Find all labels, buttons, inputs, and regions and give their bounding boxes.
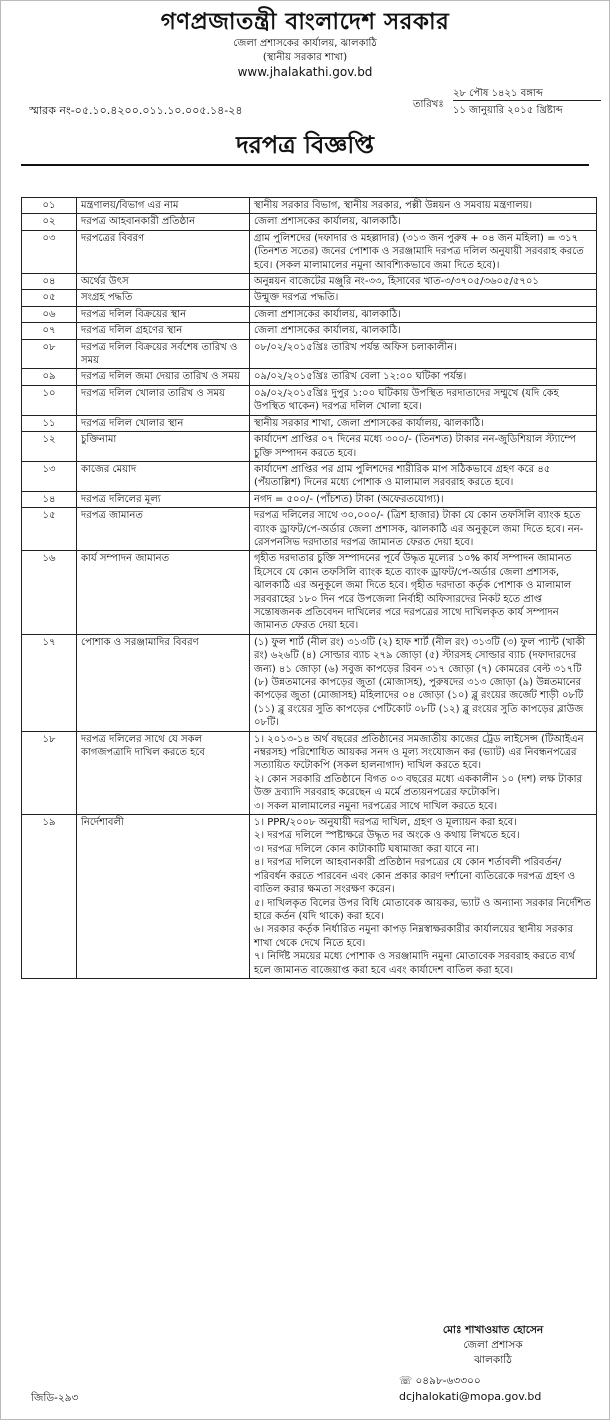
- table-row: [22, 323, 597, 339]
- table-row: [22, 214, 597, 230]
- row-label: দরপত্র দলিল খোলার স্থান: [77, 415, 250, 431]
- date-label: তারিখঃ: [413, 99, 444, 110]
- row-label: সংগ্রহ পদ্ধতি: [77, 290, 250, 306]
- row-label: নির্দেশাবলী: [77, 815, 250, 979]
- row-value: [250, 198, 597, 214]
- row-number: ১১: [22, 415, 77, 431]
- row-value: [250, 432, 597, 462]
- row-value-line: উন্মুক্ত দরপত্র পদ্ধতি।: [254, 292, 339, 304]
- signature-block: [393, 1323, 593, 1368]
- row-label: দরপত্র দলিল বিক্রয়ের সর্বশেষ তারিখ ও সময়: [77, 339, 250, 369]
- row-label: পোশাক ও সরঞ্জামাদির বিবরণ: [77, 634, 250, 731]
- table-row: [22, 385, 597, 415]
- row-number: ০৫: [22, 290, 77, 306]
- table-row: [22, 230, 597, 273]
- row-number: ০১: [22, 198, 77, 214]
- table-row: [22, 290, 597, 306]
- row-value-line: জেলা প্রশাসকের কার্যালয়, ঝালকাঠি।: [254, 308, 401, 320]
- row-number: ১৭: [22, 634, 77, 731]
- row-label: মন্ত্রণালয়/বিভাগ এর নাম: [77, 198, 250, 214]
- row-value: [250, 815, 597, 979]
- row-number: ১২: [22, 432, 77, 462]
- branch-name: (স্থানীয় সরকার শাখা): [262, 52, 348, 63]
- table-row: [22, 274, 597, 290]
- date-bangla: ২৮ পৌষ ১৪২১ বঙ্গাব্দ: [453, 88, 543, 99]
- government-title: গণপ্রজাতন্ত্রী বাংলাদেশ সরকার: [160, 9, 450, 35]
- row-label: দরপত্রের বিবরণ: [77, 230, 250, 273]
- row-value-line: ০৯/০২/২০১৫খ্রিঃ দুপুর ১:০০ ঘটিকায় উপস্থিত দরদাতাদের সম্মুখে (যদি কেহ উপস্থিত থাকেন) দরপত্র দলিল খোলা হবে।: [254, 387, 559, 413]
- row-number: ০৩: [22, 230, 77, 273]
- row-label: কাজের মেয়াদ: [77, 461, 250, 491]
- row-label: দরপত্র দলিল বিক্রয়ের স্থান: [77, 306, 250, 322]
- table-row: [22, 461, 597, 491]
- row-label: দরপত্র দলিলের সাথে যে সকল কাগজপত্রাদি দাখিল করতে হবে: [77, 731, 250, 814]
- row-value: [250, 634, 597, 731]
- row-value: [250, 369, 597, 385]
- row-label: অর্থের উৎস: [77, 274, 250, 290]
- row-number: ০৯: [22, 369, 77, 385]
- row-value-line: গৃহীত দরদাতার চুক্তি সম্পাদনের পূর্বে উদ্ধৃত মূল্যের ১০% কার্য সম্পাদন জামানত হিসেবে যে কোন তফসিলি ব্যাংক হতে ব্যাংক ড্রাফট/পে-অর্ডার জেলা প্রশাসক, ঝালকাঠি এর অনুকূলে জমা দিতে হবে। গৃহীত দরদাতা কর্তৃক পোশাক ও মালামাল সরবরাহের ১৮০ দিন পরে উপজেলা নির্বাহী অফিসারদের নিকট হতে প্রাপ্ত সন্তোষজনক প্রতিবেদন দাখিলের পরে দরপত্রের সাথে দাখিলকৃত কার্য সম্পাদন জামানত ফেরত দেয়া হবে।: [254, 553, 572, 632]
- row-value: [250, 491, 597, 507]
- row-value-line: ৩। সকল মালামালের নমুনা দরপত্রের সাথে দাখিল করতে হবে।: [254, 800, 498, 812]
- table-row: [22, 491, 597, 507]
- row-label: দরপত্র জামানত: [77, 508, 250, 551]
- row-value: [250, 461, 597, 491]
- row-number: ১৯: [22, 815, 77, 979]
- row-number: ০৮: [22, 339, 77, 369]
- row-value-line: (১) ফুল শার্ট (নীল রং) ৩১৩টি (২) হাফ শার্ট (নীল রং) ৩১৩টি (৩) ফুল প্যান্ট (খাকী রং) ৬২৬টি (৪) সোল্ডার ব্যাচ ২৭৯ জোড়া (৫) স্টারসহ সোল্ডার ব্যাচ (দফাদারদের জন্য) ৪১ জোড়া (৬) সবুজ কাপড়ের রিবন ৩১৭ জোড়া (৭) কোমরের বেল্ট ৩১৭টি (৮) উন্নতমানের কাপড়ের জুতা (মোজাসহ), পুরুষদের ৩১৩ জোড়া (৯) উন্নতমানের কাপড়ের জুতা (মোজাসহ) মহিলাদের ০৪ জোড়া (১০) ব্লু রংয়ের জর্জেট শাড়ী ০৮টি (১১) ব্লু রংয়ের সুতি কাপড়ের পেটিকোট ০৮টি (১২) ব্লু রংয়ের সুতি কাপড়ের ব্লাউজ ০৮টি।: [254, 636, 586, 729]
- row-number: ১৮: [22, 731, 77, 814]
- row-value-line: জেলা প্রশাসকের কার্যালয়, ঝালকাঠি।: [254, 325, 401, 337]
- phone-number: ০৪৯৮-৬৩৩০০: [415, 1375, 481, 1387]
- row-value: [250, 274, 597, 290]
- table-row: [22, 551, 597, 634]
- row-value-line: ১। ২০১৩-১৪ অর্থ বছরের প্রতিষ্ঠানের সমজাতীয় কাজের ট্রেড লাইসেন্স (টিআইএন নম্বরসহ) পরিশোধিত আয়কর সনদ ও মূল্য সংযোজন কর (ভ্যাট) এর নিবন্ধনপত্রের সত্যায়িত ফটোকপি (সকল হালনাগাদ) দাখিল করতে হবে।: [254, 733, 584, 772]
- row-label: দরপত্র দলিল গ্রহণের স্থান: [77, 323, 250, 339]
- row-value-line: ৪। দরপত্র দলিলে আহবানকারী প্রতিষ্ঠান দরপত্রের যে কোন শর্তাবলী পরিবর্তন/পরিবর্ধন করতে পারবেন এবং কোন প্রকার কারণ দর্শানো ব্যতিরেকে দরপত্র গ্রহণ ও বাতিল করার ক্ষমতা সংরক্ষণ করেন।: [254, 857, 576, 896]
- header: [1, 1, 609, 80]
- row-value: [250, 290, 597, 306]
- row-number: ১০: [22, 385, 77, 415]
- row-value-line: কার্যাদেশ প্রাপ্তির পর গ্রাম পুলিশদের শারীরিক মাপ সঠিকভাবে গ্রহণ করে ৪৫ (পঁয়তাল্লিশ) দিনের মধ্যে পোশাক ও মালামাল সরবরাহ করতে হবে।: [254, 463, 551, 489]
- row-value: [250, 230, 597, 273]
- table-row: [22, 634, 597, 731]
- table-row: [22, 369, 597, 385]
- phone-line: [399, 1374, 481, 1391]
- row-label: দরপত্র আহবানকারী প্রতিষ্ঠান: [77, 214, 250, 230]
- row-value-line: ২। কোন সরকারি প্রতিষ্ঠানে বিগত ০৩ বছরের মধ্যে এককালীন ১০ (দশ) লক্ষ টাকার উক্ত দ্রব্যাদি সরবরাহ করেছেন এ মর্মে প্রত্যয়নপত্রের ফটোকপি।: [254, 773, 582, 799]
- memo-row: [1, 80, 609, 124]
- signatory-name: মোঃ শাখাওয়াত হোসেন: [442, 1324, 544, 1336]
- row-label: দরপত্র দলিল জমা দেয়ার তারিখ ও সময়: [77, 369, 250, 385]
- row-value-line: কার্যাদেশ প্রাপ্তির ০৭ দিনের মধ্যে ৩০০/- (তিনশত) টাকার নন-জুডিশিয়াল স্ট্যাম্পে চুক্তি সম্পাদন করতে হবে।: [254, 434, 576, 459]
- row-value-line: ৬। সরকার কর্তৃক নির্ধারিত নমুনা কাপড় নিম্নস্বাক্ষরকারীর কার্যালয়ের স্থানীয় সরকার শাখা থেকে দেখে নিতে হবে।: [254, 924, 573, 949]
- row-value: [250, 306, 597, 322]
- memo-number: স্মারক নং-০৫.১০.৪২০০.০১১.১০.০০৫.১৪-২৪: [29, 104, 243, 117]
- row-value-line: অনুন্নয়ন বাজেটের মঞ্জুরি নং-৩৩, হিসাবের খাত-৩/৩৭০৫/৩৬০৫/৫৭০১: [254, 276, 539, 288]
- signatory-designation: জেলা প্রশাসক: [463, 1339, 523, 1351]
- row-value-line: ২। দরপত্র দলিলে স্পষ্টাক্ষরে উদ্ধৃত দর অংকে ও কথায় লিখতে হবে।: [254, 830, 520, 842]
- email-address[interactable]: dcjhalokati@mopa.gov.bd: [399, 1390, 542, 1403]
- row-value: [250, 551, 597, 634]
- row-number: ০৭: [22, 323, 77, 339]
- row-label: কার্য সম্পাদন জামানত: [77, 551, 250, 634]
- tender-details-table: [21, 197, 597, 979]
- table-row: [22, 731, 597, 814]
- table-row: [22, 306, 597, 322]
- table-row: [22, 198, 597, 214]
- row-value-line: ৩। দরপত্র দলিলে কোন কাটাকাটি ঘষামাজা করা যাবে না।: [254, 843, 479, 855]
- table-row: [22, 339, 597, 369]
- row-value-line: ৫। দাখিলকৃত বিলের উপর বিধি মোতাবেক আয়কর, ভ্যাট ও অন্যান্য সরকার নির্দেশিত হারে কর্তন (যদি থাকে) করা হবে।: [254, 897, 591, 922]
- date-divider: [453, 100, 601, 101]
- row-value-line: দরপত্র দলিলের সাথে ৩০,০০০/- (ত্রিশ হাজার) টাকা যে কোন তফসিলি ব্যাংক হতে ব্যাংক ড্রাফট/পে-অর্ডার জেলা প্রশাসক, ঝালকাঠি এর অনুকূলে জমা দিতে হবে। নন-রেসপনসিভ দরদাতার দরপত্র জামানত ফেরত দেয়া হবে।: [254, 510, 584, 548]
- row-value: [250, 323, 597, 339]
- table-row: [22, 508, 597, 551]
- row-number: ১৬: [22, 551, 77, 634]
- row-label: দরপত্র দলিল খোলার তারিখ ও সময়: [77, 385, 250, 415]
- row-label: দরপত্র দলিলের মূল্য: [77, 491, 250, 507]
- row-value-line: স্থানীয় সরকার বিভাগ, স্থানীয় সরকার, পল্লী উন্নয়ন ও সমবায় মন্ত্রণালয়।: [254, 200, 533, 211]
- row-value: [250, 214, 597, 230]
- website-link[interactable]: www.jhalakathi.gov.bd: [237, 65, 373, 79]
- notice-title: দরপত্র বিজ্ঞপ্তি: [236, 131, 374, 159]
- row-value-line: জেলা প্রশাসকের কার্যালয়, ঝালকাঠি।: [254, 216, 401, 228]
- row-value-line: ১। PPR/২০০৮ অনুযায়ী দরপত্র দাখিল, গ্রহণ ও মূল্যায়ন করা হবে।: [254, 817, 517, 829]
- row-value: [250, 731, 597, 814]
- row-value-line: নগদ = ৫০০/- (পাঁচশত) টাকা (অফেরতযোগ্য)।: [254, 493, 444, 505]
- row-value: [250, 385, 597, 415]
- row-number: ০২: [22, 214, 77, 230]
- row-value-line: গ্রাম পুলিশদের (দফাদার ও মহল্লাদার) (৩১৩ জন পুরুষ + ০৪ জন মহিলা) = ৩১৭ (তিনশত সতের) জনের পোশাক ও সরঞ্জামাদি দরপত্র দলিল অনুযায়ী সরবরাহ করতে হবে। (সকল মালামালের নমুনা আবশ্যিকভাবে জমা দিতে হবে)।: [254, 232, 584, 271]
- signatory-district: ঝালকাঠি: [474, 1354, 512, 1366]
- date-english: ১১ জানুয়ারি ২০১৫ খ্রিষ্টাব্দ: [453, 105, 563, 116]
- row-number: ১৪: [22, 491, 77, 507]
- row-value: [250, 508, 597, 551]
- table-row: [22, 415, 597, 431]
- row-number: ০৪: [22, 274, 77, 290]
- table-row: [22, 432, 597, 462]
- row-value-line: ০৯/০২/২০১৫খ্রিঃ তারিখ বেলা ১২:০০ ঘটিকা পর্যন্ত।: [254, 371, 467, 383]
- row-number: ১৫: [22, 508, 77, 551]
- office-name: জেলা প্রশাসকের কার্যালয়, ঝালকাঠি: [233, 38, 377, 49]
- row-number: ১৩: [22, 461, 77, 491]
- row-number: ০৬: [22, 306, 77, 322]
- row-value-line: স্থানীয় সরকার শাখা, জেলা প্রশাসকের কার্যালয়, ঝালকাঠি।: [254, 417, 484, 429]
- row-value: [250, 339, 597, 369]
- row-label: চুক্তিনামা: [77, 432, 250, 462]
- title-divider: [21, 164, 589, 166]
- phone-icon: ☏: [399, 1375, 413, 1387]
- gd-number: জিডি-২৯৩: [31, 1392, 79, 1404]
- row-value-line: ০৮/০২/২০১৫খ্রিঃ তারিখ পর্যন্ত অফিস চলাকালীন।: [254, 341, 457, 353]
- row-value: [250, 415, 597, 431]
- row-value-line: ৭। নির্দিষ্ট সময়ের মধ্যে পোশাক ও সরঞ্জামাদি নমুনা মোতাবেক সরবরাহ করতে ব্যর্থ হলে জামানত বাজেয়াপ্ত করা হবে এবং কার্যাদেশ বাতিল করা হবে।: [254, 951, 575, 976]
- table-row: [22, 815, 597, 979]
